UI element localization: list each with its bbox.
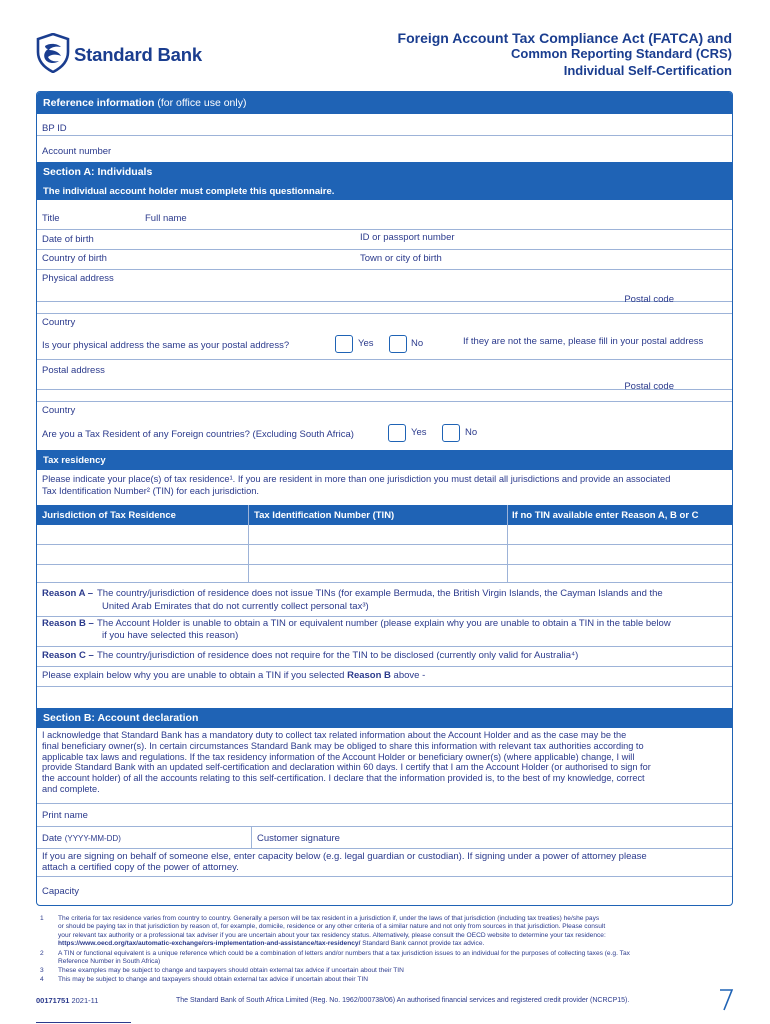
declaration-line: applicable tax laws and regulations. If the tax residency information of the Account Holder or beneficiary owner(s) (where applicable) change, I will bbox=[42, 751, 635, 762]
same-address-yes-checkbox[interactable] bbox=[335, 335, 353, 353]
foreign-tax-resident-question: Are you a Tax Resident of any Foreign countries? (Excluding South Africa) bbox=[42, 429, 354, 440]
legal-notice: The Standard Bank of South Africa Limited (Reg. No. 1962/000738/06) An authorised financial services and registered credit provider (NCRCP15). bbox=[176, 997, 630, 1004]
dob-label: Date of birth bbox=[42, 234, 94, 245]
on-behalf-text-2: attach a certified copy of the power of attorney. bbox=[42, 862, 239, 873]
address-not-same-note: If they are not the same, please fill in your postal address bbox=[463, 336, 704, 347]
section-b-title: Section B: Account declaration bbox=[43, 712, 199, 724]
same-address-row bbox=[37, 332, 732, 360]
on-behalf-text-1: If you are signing on behalf of someone else, enter capacity below (e.g. legal guardian or custodian). If signing under a power of attorney please bbox=[42, 851, 647, 862]
account-number-label: Account number bbox=[42, 146, 112, 157]
postal-address-label: Postal address bbox=[42, 365, 105, 376]
tax-residency-title: Tax residency bbox=[43, 454, 106, 466]
postal-code-row[interactable] bbox=[37, 294, 732, 314]
footnote-line: Reference Number in South Africa) bbox=[58, 958, 161, 966]
footnote-2 bbox=[40, 950, 730, 967]
brand-name: Standard Bank bbox=[74, 44, 202, 65]
print-name-label: Print name bbox=[42, 810, 88, 821]
explain-bold: Reason B bbox=[347, 670, 391, 681]
date-signature-row bbox=[37, 827, 732, 849]
header-title-line2: Common Reporting Standard (CRS) bbox=[511, 46, 732, 61]
dob-id-row bbox=[37, 230, 732, 250]
title-fullname-row bbox=[37, 200, 732, 230]
full-name-label: Full name bbox=[145, 213, 187, 224]
explain-reason-b-text bbox=[42, 670, 425, 681]
date-signature-divider bbox=[251, 827, 252, 849]
foreign-tax-no-label: No bbox=[465, 427, 478, 438]
postal-code-label: Postal code bbox=[624, 294, 674, 305]
same-address-yes-label: Yes bbox=[358, 338, 374, 349]
reason-c-row bbox=[37, 647, 732, 667]
col-tin: Tax Identification Number (TIN) bbox=[254, 510, 395, 521]
foreign-tax-resident-row bbox=[37, 422, 732, 449]
tin-table-divider bbox=[248, 505, 249, 583]
footnote-line: The criteria for tax residence varies from country to country. Generally a person will be tax resident in a jurisdiction if, under the laws of that jurisdiction (including tax treaties) he/she pays bbox=[58, 915, 600, 922]
foreign-tax-yes-checkbox[interactable] bbox=[388, 424, 406, 442]
footnote-1 bbox=[40, 915, 730, 949]
country-label-2: Country bbox=[42, 405, 76, 416]
declaration-line: and complete. bbox=[42, 783, 100, 794]
reason-a-text-1: The country/jurisdiction of residence does not issue TINs (for example Bermuda, the British Virgin Islands, the Cayman Islands and the bbox=[97, 588, 663, 599]
id-passport-label: ID or passport number bbox=[360, 232, 455, 243]
same-address-no-checkbox[interactable] bbox=[389, 335, 407, 353]
footnote-line: This may be subject to change and taxpayers should obtain external tax advice if uncertain about their TIN bbox=[58, 976, 368, 983]
form-number-code: 00171751 bbox=[36, 996, 70, 1005]
date-label-text: Date bbox=[42, 833, 63, 844]
section-b-header bbox=[37, 708, 732, 728]
header-title-line1: Foreign Account Tax Compliance Act (FATCA) and bbox=[397, 30, 732, 46]
bp-id-field[interactable] bbox=[37, 114, 732, 136]
title-label: Title bbox=[42, 213, 60, 224]
shield-icon bbox=[36, 33, 70, 73]
header-title-line3: Individual Self-Certification bbox=[563, 63, 732, 78]
form-version: 2021-11 bbox=[71, 996, 99, 1005]
town-of-birth-label: Town or city of birth bbox=[360, 253, 442, 264]
reason-b-text-2: if you have selected this reason) bbox=[102, 630, 239, 641]
bp-id-label: BP ID bbox=[42, 123, 67, 134]
reason-a-row bbox=[37, 583, 732, 617]
declaration-line: the account holder) of all the accounts relating to this self-certification. I declare that the information provided is, to the best of my knowledge, correct bbox=[42, 773, 645, 784]
declaration-text bbox=[42, 730, 727, 795]
country-row-2[interactable] bbox=[37, 402, 732, 422]
footnote-line: These examples may be subject to change and taxpayers should obtain external tax advice if uncertain about their TIN bbox=[58, 967, 404, 974]
footnote-4 bbox=[40, 976, 730, 985]
oecd-link[interactable]: https://www.oecd.org/tax/automatic-exchange/crs-implementation-and-assistance/tax-residency/ bbox=[58, 940, 361, 948]
reason-c-label: Reason C – bbox=[42, 650, 94, 661]
capacity-row[interactable] bbox=[37, 877, 732, 906]
same-address-no-label: No bbox=[411, 338, 424, 349]
tin-table-row[interactable] bbox=[37, 525, 732, 545]
print-name-row[interactable] bbox=[37, 803, 732, 827]
customer-signature-label: Customer signature bbox=[257, 833, 340, 844]
footnote-number: 1 bbox=[40, 915, 44, 922]
explain-reason-b-field[interactable] bbox=[37, 687, 732, 707]
tax-residency-instruction-line1: Please indicate your place(s) of tax residence¹. If you are resident in more than one jurisdiction you must detail all jurisdictions and provide an associated bbox=[42, 474, 671, 484]
footnote-3 bbox=[40, 967, 730, 976]
section-a-title: Section A: Individuals bbox=[43, 166, 153, 178]
footnote-line bbox=[58, 940, 730, 948]
col-jurisdiction: Jurisdiction of Tax Residence bbox=[42, 510, 176, 521]
section-a-instruction: The individual account holder must complete this questionnaire. bbox=[43, 185, 335, 197]
country-label: Country bbox=[42, 317, 76, 328]
explain-prefix: Please explain below why you are unable to obtain a TIN if you selected bbox=[42, 670, 345, 681]
tax-residency-instruction-line2: Tax Identification Number² (TIN) for each jurisdiction. bbox=[42, 485, 260, 496]
declaration-line: final beneficiary owner(s). In certain circumstances Standard Bank may be obliged to share this information with relevant tax authorities according to bbox=[42, 740, 644, 751]
date-format: (YYYY-MM-DD) bbox=[64, 834, 121, 843]
reason-a-text-2: United Arab Emirates that do not currently collect personal tax³) bbox=[102, 601, 369, 612]
footnote-line: A TIN or functional equivalent is a unique reference which could be a combination of letters and/or numbers that a tax jurisdiction issues to an individual for the purposes of collecting taxes (e.g. Tax bbox=[58, 950, 630, 957]
explain-suffix: above - bbox=[393, 670, 426, 681]
col-reason: If no TIN available enter Reason A, B or C bbox=[512, 510, 699, 521]
tin-table-header bbox=[37, 505, 732, 525]
self-certification-form bbox=[36, 91, 733, 906]
corner-slash-icon bbox=[718, 988, 734, 1012]
reason-b-text-1: The Account Holder is unable to obtain a TIN or equivalent number (please explain why you are unable to obtain a TIN in the table below bbox=[97, 618, 671, 629]
footnote-number: 2 bbox=[40, 950, 44, 957]
postal-code-label-2: Postal code bbox=[624, 381, 674, 392]
declaration-line: provide Standard Bank with an updated self-certification and declaration within 60 days. I certify that I am the Account Holder (or authorised to sign for bbox=[42, 762, 651, 773]
reference-info-title: Reference information bbox=[43, 97, 155, 109]
section-a-instruction-bar bbox=[37, 182, 732, 200]
reference-info-suffix: (for office use only) bbox=[157, 97, 247, 109]
declaration-line: I acknowledge that Standard Bank has a mandatory duty to collect tax related information about the Account Holder and as the case may be the bbox=[42, 730, 627, 740]
country-row[interactable] bbox=[37, 314, 732, 332]
birth-place-row bbox=[37, 250, 732, 270]
section-a-header bbox=[37, 162, 732, 182]
foreign-tax-no-checkbox[interactable] bbox=[442, 424, 460, 442]
footer-rule bbox=[36, 1022, 131, 1023]
foreign-tax-yes-label: Yes bbox=[411, 427, 427, 438]
footnote-number: 4 bbox=[40, 976, 44, 983]
explain-reason-b-row bbox=[37, 667, 732, 687]
tin-table-row[interactable] bbox=[37, 565, 732, 583]
account-number-field[interactable] bbox=[37, 136, 732, 158]
capacity-label: Capacity bbox=[42, 886, 79, 897]
date-label bbox=[42, 833, 121, 844]
reason-b-label: Reason B – bbox=[42, 618, 94, 629]
footnote-number: 3 bbox=[40, 967, 44, 974]
form-number bbox=[36, 996, 98, 1005]
reason-b-row bbox=[37, 617, 732, 647]
country-of-birth-label: Country of birth bbox=[42, 253, 107, 264]
footnote-line: your relevant tax authority or a professional tax adviser if you are uncertain about your tax residency status. Alternatively, please consult the OECD website to determine your tax residence: bbox=[58, 931, 606, 939]
tin-table-divider bbox=[507, 505, 508, 583]
reason-a-label: Reason A – bbox=[42, 588, 94, 599]
footnote-link-suffix: Standard Bank cannot provide tax advice. bbox=[360, 940, 485, 948]
reference-info-header bbox=[37, 92, 732, 114]
reason-c-text: The country/jurisdiction of residence does not require for the TIN to be disclosed (currently only valid for Australia⁴) bbox=[97, 650, 579, 661]
tax-residency-header bbox=[37, 450, 732, 470]
footnote-line: or should be paying tax in that jurisdiction by reason of, for example, domicile, residence or any other criteria of a similar nature and not only from sources in that jurisdiction. Please consult bbox=[58, 923, 606, 931]
tin-table-row[interactable] bbox=[37, 545, 732, 565]
postal-code-row-2[interactable] bbox=[37, 381, 732, 402]
physical-address-label: Physical address bbox=[42, 273, 114, 284]
same-address-question: Is your physical address the same as your postal address? bbox=[42, 340, 290, 351]
tax-residency-instruction bbox=[42, 474, 727, 497]
on-behalf-row bbox=[37, 849, 732, 877]
